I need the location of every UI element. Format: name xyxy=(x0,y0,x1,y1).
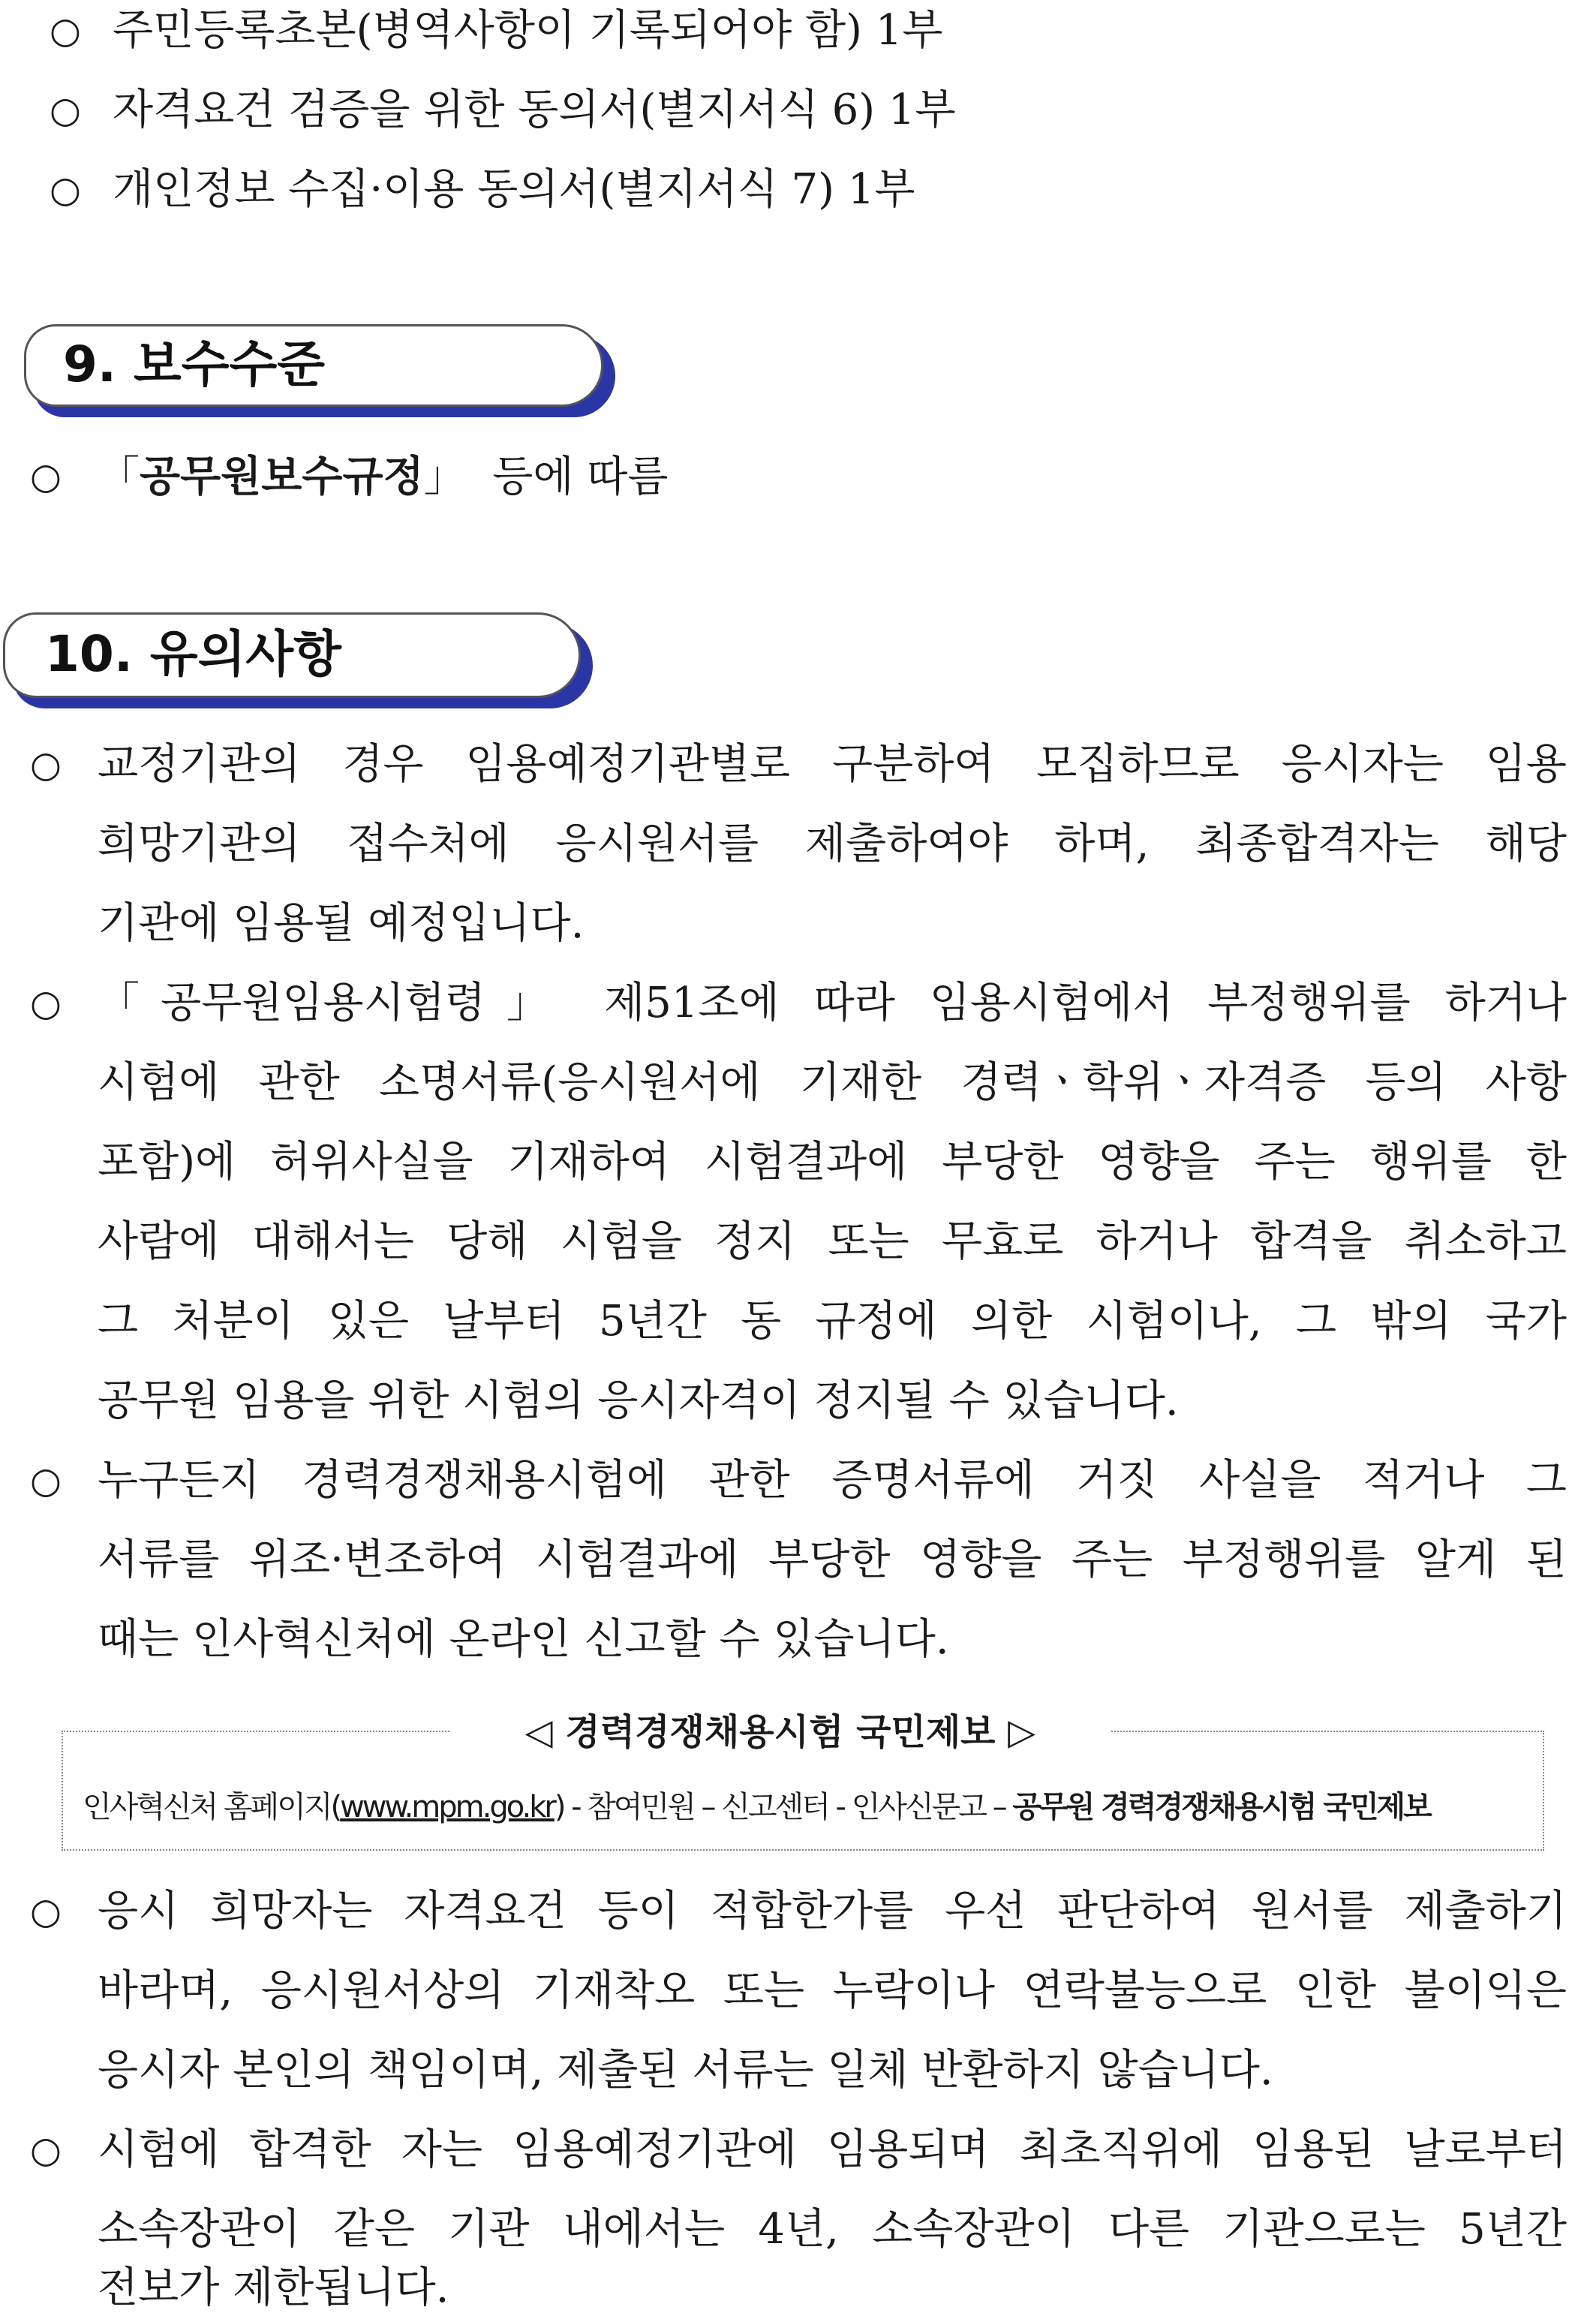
paragraph-line: 응시 희망자는 자격요건 등이 적합한가를 우선 판단하여 원서를 제출하기 xyxy=(98,1887,1567,1936)
paragraph-line: 바라며, 응시원서상의 기재착오 또는 누락이나 연락불능으로 인한 불이익은 xyxy=(98,1966,1567,2015)
salary-rest: 등에 따름 xyxy=(492,453,669,501)
bullet-circle: ○ xyxy=(30,744,62,786)
salary-text xyxy=(98,450,668,504)
document-item: 자격요건 검증을 위한 동의서(별지서식 6) 1부 xyxy=(113,86,956,134)
document-item: 주민등록초본(병역사항이 기록되어야 함) 1부 xyxy=(113,6,943,55)
bullet-circle: ○ xyxy=(50,169,81,211)
paragraph-line: 기관에 임용될 예정입니다. xyxy=(98,899,585,948)
regulation-name: 공무원보수규정 xyxy=(140,452,424,501)
paragraph-line: 서류를 위조·변조하여 시험결과에 부당한 영향을 주는 부정행위를 알게 된 xyxy=(98,1535,1567,1584)
bullet-circle: ○ xyxy=(30,456,62,498)
document-item: 개인정보 수집·이용 동의서(별지서식 7) 1부 xyxy=(113,165,915,214)
paragraph-line: 사람에 대해서는 당해 시험을 정지 또는 무효로 하거나 합격을 취소하고 xyxy=(98,1217,1567,1266)
paragraph-line: 포함)에 허위사실을 기재하여 시험결과에 부당한 영향을 주는 행위를 한 xyxy=(98,1138,1567,1187)
notice-path xyxy=(83,1783,1523,1831)
paragraph-line: 응시자 본인의 책임이며, 제출된 서류는 일체 반환하지 않습니다. xyxy=(98,2046,1273,2095)
paragraph-line: 전보가 제한됩니다. xyxy=(98,2263,449,2312)
notice-middle: ) - 참여민원 – 신고센터 - 인사신문고 – xyxy=(554,1790,1013,1824)
paragraph-line: 시험에 합격한 자는 임용예정기관에 임용되며 최초직위에 임용된 날로부터 xyxy=(98,2125,1567,2174)
bullet-circle: ○ xyxy=(30,1890,62,1933)
paragraph-line: 때는 인사혁신처에 온라인 신고할 수 있습니다. xyxy=(98,1615,949,1664)
paragraph-line: 누구든지 경력경쟁채용시험에 관한 증명서류에 거짓 사실을 적거나 그 xyxy=(98,1456,1567,1505)
homepage-link[interactable]: www.mpm.go.kr xyxy=(340,1790,555,1824)
bullet-circle: ○ xyxy=(30,982,62,1024)
notice-prefix: 인사혁신처 홈페이지( xyxy=(83,1790,341,1824)
bullet-circle: ○ xyxy=(30,1460,62,1502)
section-title: 9. 보수수준 xyxy=(63,335,325,393)
bullet-circle: ○ xyxy=(30,2129,62,2171)
paragraph-line: 희망기관의 접수처에 응시원서를 제출하여야 하며, 최종합격자는 해당 xyxy=(98,820,1567,868)
bullet-circle: ○ xyxy=(50,10,81,52)
notice-title: ◁ 경력경쟁채용시험 국민제보 ▷ xyxy=(450,1704,1111,1761)
paragraph-line: 공무원 임용을 위한 시험의 응시자격이 정지될 수 있습니다. xyxy=(98,1376,1179,1425)
paragraph-line: 소속장관이 같은 기관 내에서는 4년, 소속장관이 다른 기관으로는 5년간 xyxy=(98,2205,1567,2254)
paragraph-line: 그 처분이 있은 날부터 5년간 동 규정에 의한 시험이나, 그 밖의 국가 xyxy=(98,1297,1567,1346)
bracket-close: 」 xyxy=(423,453,466,501)
paragraph-line: 「공무원임용시험령」 제51조에 따라 임용시험에서 부정행위를 하거나 xyxy=(98,979,1567,1027)
paragraph-line: 교정기관의 경우 임용예정기관별로 구분하여 모집하므로 응시자는 임용 xyxy=(98,740,1567,789)
notice-report-menu: 공무원 경력경쟁채용시험 국민제보 xyxy=(1012,1790,1430,1824)
bullet-circle: ○ xyxy=(50,89,81,131)
bracket-open: 「 xyxy=(98,453,140,501)
paragraph-line: 시험에 관한 소명서류(응시원서에 기재한 경력ㆍ학위ㆍ자격증 등의 사항 xyxy=(98,1058,1567,1107)
section-title: 10. 유의사항 xyxy=(45,625,341,683)
